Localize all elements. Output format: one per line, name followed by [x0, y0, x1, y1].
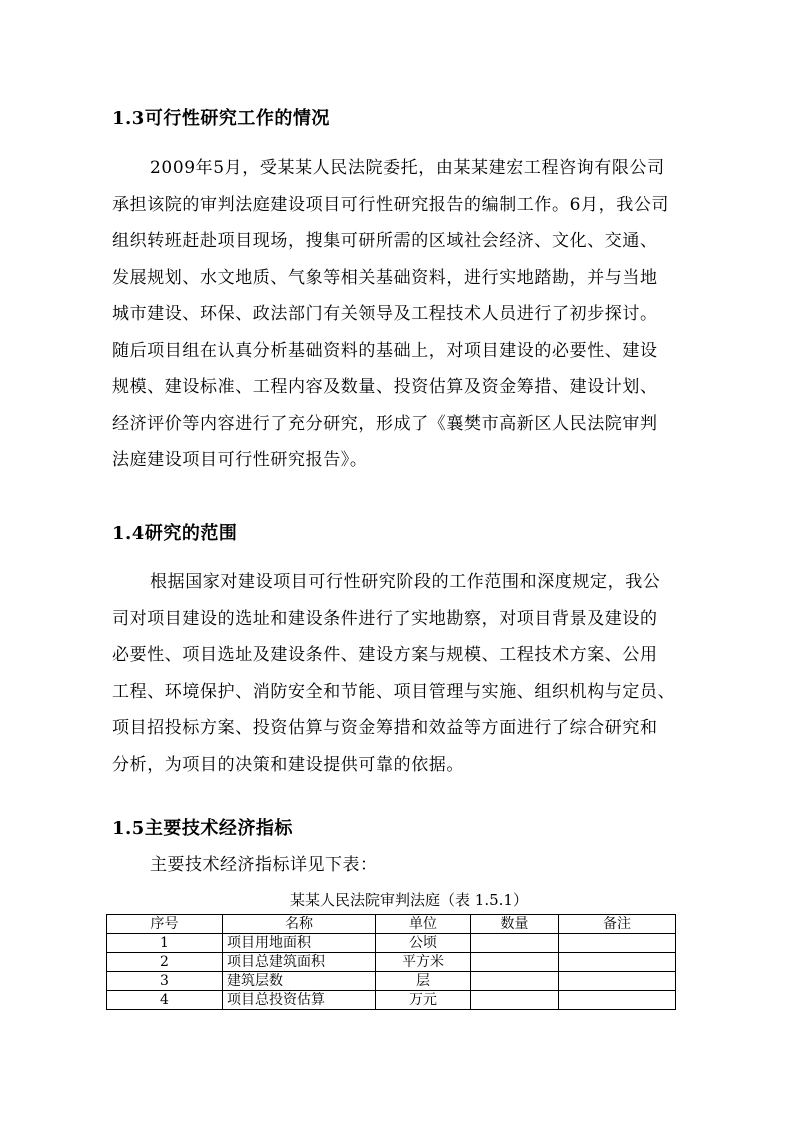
table-header-row [107, 915, 676, 934]
table-cell [559, 934, 676, 953]
table-header-cell: 序号 [107, 915, 223, 934]
table-row [107, 934, 676, 953]
paragraph-line: 必要性、项目选址及建设条件、建设方案与规模、工程技术方案、公用 [112, 645, 658, 665]
table-cell [471, 991, 559, 1010]
table-cell: 公顷 [376, 934, 471, 953]
table-caption [0, 889, 794, 910]
table-row [107, 953, 676, 972]
paragraph-line: 2009年5月，受某某人民法院委托，由某某建宏工程咨询有限公司 [150, 158, 665, 178]
paragraph-line: 分析，为项目的决策和建设提供可靠的依据。 [112, 754, 464, 775]
paragraph-line: 经济评价等内容进行了充分研究，形成了《襄樊市高新区人民法院审判 [112, 413, 658, 434]
section-heading-1-4: 1.4研究的范围 [112, 523, 238, 544]
table-cell [471, 953, 559, 972]
table-cell [471, 972, 559, 991]
table-cell: 4 [107, 991, 223, 1010]
table-cell: 项目总建筑面积 [223, 953, 376, 972]
table-cell: 平方米 [376, 953, 471, 972]
paragraph-line: 承担该院的审判法庭建设项目可行性研究报告的编制工作。6月，我公司 [112, 194, 670, 215]
paragraph-line: 项目招投标方案、投资估算与资金筹措和效益等方面进行了综合研究和 [112, 718, 658, 738]
table-cell: 项目总投资估算 [223, 991, 376, 1010]
paragraph-line: 规模、建设标准、工程内容及数量、投资估算及资金筹措、建设计划、 [112, 377, 658, 397]
table-cell [559, 972, 676, 991]
table-cell: 3 [107, 972, 223, 991]
paragraph-line: 工程、环境保护、消防安全和节能、项目管理与实施、组织机构与定员、 [112, 681, 676, 702]
table-header-cell: 名称 [223, 915, 376, 934]
table-cell: 1 [107, 934, 223, 953]
table-intro-text: 主要技术经济指标详见下表： [150, 855, 378, 875]
table-cell: 2 [107, 953, 223, 972]
table-cell: 建筑层数 [223, 972, 376, 991]
indicators-table [106, 914, 676, 1010]
table-cell [559, 953, 676, 972]
paragraph-line: 发展规划、水文地质、气象等相关基础资料，进行实地踏勘，并与当地 [112, 267, 658, 288]
table-header-cell: 单位 [376, 915, 471, 934]
table-row [107, 972, 676, 991]
table-cell [559, 991, 676, 1010]
paragraph-line: 法庭建设项目可行性研究报告》。 [112, 450, 368, 470]
paragraph-line: 司对项目建设的选址和建设条件进行了实地勘察，对项目背景及建设的 [112, 608, 658, 629]
paragraph-1-4 [112, 564, 702, 783]
table-caption-text: 某某人民法院审判法庭（表 1.5.1） [290, 891, 528, 909]
paragraph-line: 城市建设、环保、政法部门有关领导及工程技术人员进行了初步探讨。 [112, 304, 658, 324]
table-cell: 万元 [376, 991, 471, 1010]
table-row [107, 991, 676, 1010]
section-heading-1-3: 1.3可行性研究工作的情况 [112, 108, 330, 129]
paragraph-line: 根据国家对建设项目可行性研究阶段的工作范围和深度规定，我公 [150, 572, 661, 592]
paragraph-1-3 [112, 150, 702, 479]
table-header-cell: 数量 [471, 915, 559, 934]
table-header-cell: 备注 [559, 915, 676, 934]
paragraph-line: 随后项目组在认真分析基础资料的基础上，对项目建设的必要性、建设 [112, 340, 658, 361]
table-cell: 项目用地面积 [223, 934, 376, 953]
section-heading-1-5: 1.5主要技术经济指标 [112, 818, 293, 839]
table-cell [471, 934, 559, 953]
table-cell: 层 [376, 972, 471, 991]
paragraph-line: 组织转班赶赴项目现场，搜集可研所需的区域社会经济、文化、交通、 [112, 231, 658, 251]
